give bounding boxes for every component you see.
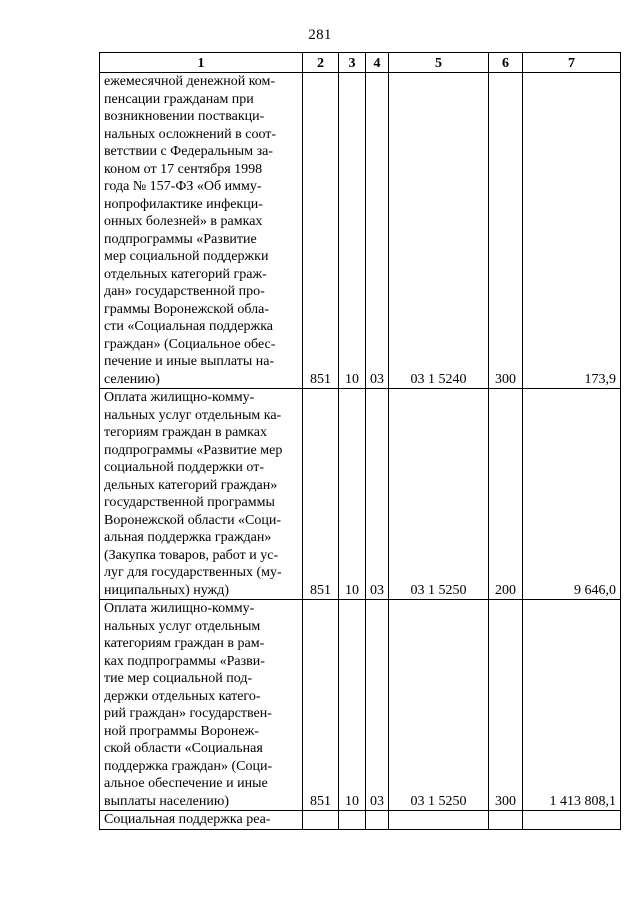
subsection-code-cell [366, 811, 389, 830]
section-code-cell [339, 811, 366, 830]
row-description: ежемесячной денежной ком- пенсации гражданам при возникновении поствакци- нальных осложнений в соот- ветствии с Федеральным за- коном от 17 сентября 1998 года № 157-ФЗ «Об имму- нопрофилактике инфекци- онных болезней» в рамках подпрограммы «Развитие мер социальной поддержки отдельных категорий граж- дан» государственной про- граммы Воронежской обла- сти «Социальная поддержка граждан» (Социальное обес- печение и иные выплаты на- селению) [104, 74, 277, 387]
column-header: 6 [489, 53, 523, 73]
row-description-cell [100, 600, 303, 811]
amount-cell: 173,9 [523, 73, 621, 389]
row-description: Оплата жилищно-комму- нальных услуг отдельным категориям граждан в рам- ках подпрограммы «Разви- тие мер социальной под- держки отдельных катего- рий граждан» государствен- ной программы Воронеж- ской области «Социальная поддержка граждан» (Соци- альное обеспечение и иные выплаты населению) [104, 601, 273, 809]
row-description-cell [100, 389, 303, 600]
row-description-cell [100, 73, 303, 389]
subsection-code-cell: 03 [366, 389, 389, 600]
table-row [100, 73, 621, 389]
row-description: Социальная поддержка реа- [104, 812, 271, 827]
amount-cell [523, 811, 621, 830]
section-code-cell: 10 [339, 389, 366, 600]
expense-type-cell [489, 811, 523, 830]
column-header: 1 [100, 53, 303, 73]
row-description: Оплата жилищно-комму- нальных услуг отдельным ка- тегориям граждан в рамках подпрограммы «Развитие мер социальной поддержки от- дельных категорий граждан» государственной программы Воронежской области «Соци- альная поддержка граждан» (Закупка товаров, работ и ус- луг для государственных (му- ниципальных) нужд) [104, 390, 283, 598]
section-code-cell: 10 [339, 600, 366, 811]
table-row [100, 389, 621, 600]
ministry-code-cell: 851 [303, 600, 339, 811]
expense-type-cell: 300 [489, 73, 523, 389]
budget-table [99, 52, 621, 830]
table-row [100, 600, 621, 811]
table-header-row [100, 53, 621, 73]
row-description-cell [100, 811, 303, 830]
subsection-code-cell: 03 [366, 73, 389, 389]
column-header: 3 [339, 53, 366, 73]
expense-type-cell: 200 [489, 389, 523, 600]
ministry-code-cell [303, 811, 339, 830]
target-article-cell: 03 1 5250 [389, 600, 489, 811]
subsection-code-cell: 03 [366, 600, 389, 811]
ministry-code-cell: 851 [303, 389, 339, 600]
section-code-cell: 10 [339, 73, 366, 389]
expense-type-cell: 300 [489, 600, 523, 811]
amount-cell: 1 413 808,1 [523, 600, 621, 811]
target-article-cell: 03 1 5240 [389, 73, 489, 389]
column-header: 7 [523, 53, 621, 73]
column-header: 2 [303, 53, 339, 73]
target-article-cell: 03 1 5250 [389, 389, 489, 600]
page-number: 281 [308, 27, 332, 43]
column-header: 4 [366, 53, 389, 73]
target-article-cell [389, 811, 489, 830]
amount-cell: 9 646,0 [523, 389, 621, 600]
ministry-code-cell: 851 [303, 73, 339, 389]
table-row [100, 811, 621, 830]
column-header: 5 [389, 53, 489, 73]
